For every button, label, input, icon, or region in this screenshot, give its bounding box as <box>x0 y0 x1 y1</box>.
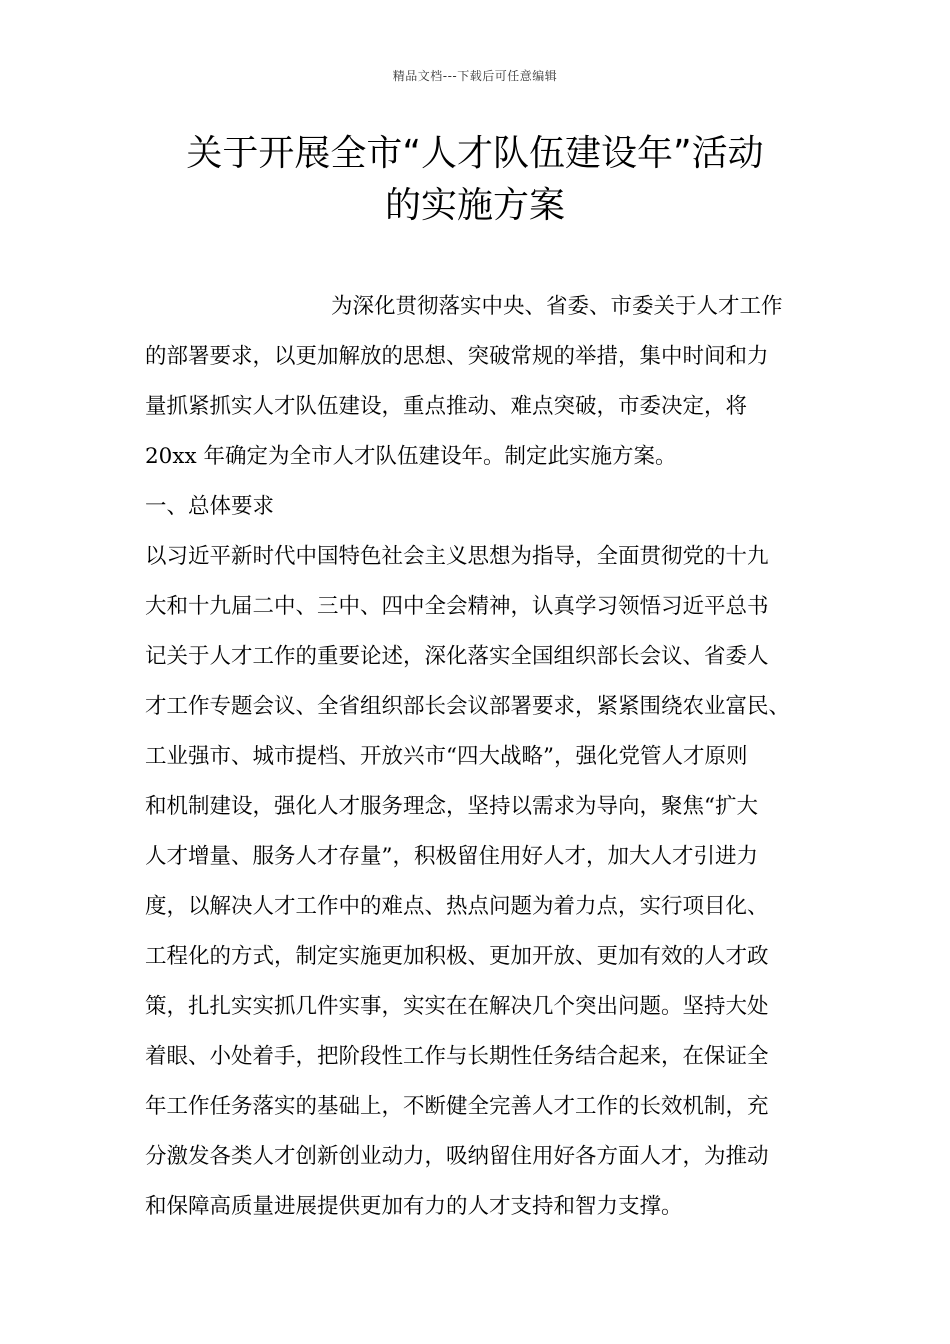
body-line: 20xx 年确定为全市人才队伍建设年。制定此实施方案。 <box>145 444 677 469</box>
body-line: 分激发各类人才创新创业动力，吸纳留住用好各方面人才，为推动 <box>145 1144 769 1169</box>
body-line: 以习近平新时代中国特色社会主义思想为指导，全面贯彻党的十九 <box>145 544 769 569</box>
header-note: 精品文档---下载后可任意编辑 <box>392 69 558 83</box>
document-body <box>145 282 825 1232</box>
body-line: 和保障高质量进展提供更加有力的人才支持和智力支撑。 <box>145 1194 683 1219</box>
body-line: 量抓紧抓实人才队伍建设，重点推动、难点突破，市委决定，将 <box>145 394 748 419</box>
body-line: 度，以解决人才工作中的难点、热点问题为着力点，实行项目化、 <box>145 894 769 919</box>
body-line: 工业强市、城市提档、开放兴市“四大战略”，强化党管人才原则 <box>145 744 748 769</box>
body-line: 工程化的方式，制定实施更加积极、更加开放、更加有效的人才政 <box>145 944 769 969</box>
body-line: 的部署要求，以更加解放的思想、突破常规的举措，集中时间和力 <box>145 344 769 369</box>
body-line: 着眼、小处着手，把阶段性工作与长期性任务结合起来，在保证全 <box>145 1044 769 1069</box>
body-line: 人才增量、服务人才存量”，积极留住用好人才，加大人才引进力 <box>145 844 758 869</box>
body-line: 和机制建设，强化人才服务理念，坚持以需求为导向，聚焦“扩大 <box>145 794 758 819</box>
body-line: 为深化贯彻落实中央、省委、市委关于人才工作 <box>331 294 783 319</box>
section-heading: 一、总体要求 <box>145 494 275 519</box>
title-line-2: 的实施方案 <box>384 185 565 226</box>
body-line: 才工作专题会议、全省组织部长会议部署要求，紧紧围绕农业富民、 <box>145 694 791 719</box>
body-line: 大和十九届二中、三中、四中全会精神，认真学习领悟习近平总书 <box>145 594 769 619</box>
body-line: 记关于人才工作的重要论述，深化落实全国组织部长会议、省委人 <box>145 644 769 669</box>
body-line: 策，扎扎实实抓几件实事，实实在在解决几个突出问题。坚持大处 <box>145 994 769 1019</box>
title-line-1: 关于开展全市“人才队伍建设年”活动 <box>186 133 764 174</box>
body-line: 年工作任务落实的基础上，不断健全完善人才工作的长效机制，充 <box>145 1094 769 1119</box>
document-title <box>80 128 870 232</box>
